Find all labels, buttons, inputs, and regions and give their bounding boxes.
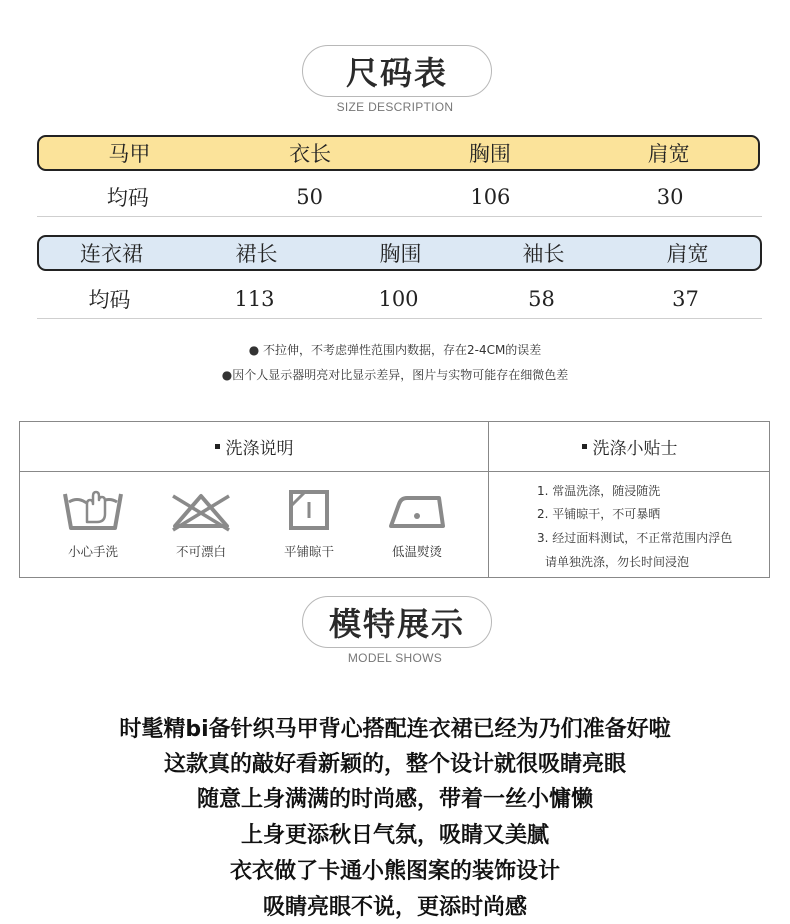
dress-cell: 均码 [88, 288, 131, 312]
model-section-title: 模特展示 [302, 596, 492, 648]
vest-header-cell: 肩宽 [647, 142, 690, 166]
wash-tips-title: 洗涤小贴士 [592, 439, 678, 459]
measure-note: ● 不拉伸，不考虑弹性范围内数据，存在2-4CM的误差 [248, 343, 542, 357]
slogan-line: 衣衣做了卡通小熊图案的装饰设计 [229, 859, 560, 884]
dress-cell: 58 [528, 287, 555, 311]
care-horizontal-divider [20, 471, 769, 472]
care-item-dry-flat [264, 488, 354, 560]
vest-cell: 30 [656, 185, 684, 209]
wash-instructions-heading [20, 422, 488, 471]
care-item-hand-wash [48, 488, 138, 560]
vest-header-cell: 胸围 [468, 142, 511, 166]
care-instructions-box [19, 421, 770, 578]
vest-cell: 50 [296, 185, 323, 209]
vest-table-divider [37, 216, 762, 217]
dress-header-cell: 肩宽 [666, 242, 709, 266]
dress-cell: 113 [234, 287, 275, 311]
model-section-subtitle: MODEL SHOWS [347, 651, 443, 665]
vest-cell: 106 [470, 185, 511, 209]
no-bleach-label: 不可漂白 [175, 544, 226, 559]
dress-table-divider [37, 318, 762, 319]
dress-cell: 37 [672, 287, 699, 311]
dry-flat-shade-icon [277, 488, 341, 534]
slogan-line: 这款真的敲好看新颖的，整个设计就很吸睛亮眼 [163, 752, 626, 777]
dress-table-header [37, 235, 762, 271]
vest-cell: 均码 [106, 186, 149, 210]
hand-wash-icon [61, 488, 125, 534]
slogan-line: 上身更添秋日气氛，吸睛又美腻 [240, 823, 549, 848]
dress-header-cell: 连衣裙 [80, 242, 143, 266]
wash-tip: 2. 平铺晾干，不可暴晒 [537, 507, 661, 521]
size-section-title: 尺码表 [302, 45, 492, 97]
dress-header-cell: 胸围 [379, 242, 422, 266]
color-note: ●因个人显示器明亮对比显示差异，图片与实物可能存在细微色差 [221, 368, 569, 382]
slogan-line: 时髦精bi备针织马甲背心搭配连衣裙已经为乃们准备好啦 [119, 717, 671, 742]
low-iron-label: 低温熨烫 [391, 544, 442, 559]
dress-header-cell: 袖长 [522, 242, 565, 266]
dress-table-row [37, 282, 762, 316]
vest-table-header [37, 135, 760, 171]
low-iron-icon [385, 488, 449, 534]
dry-flat-label: 平铺晾干 [283, 544, 334, 559]
bullet-square-icon [582, 444, 587, 449]
vest-table-row [37, 180, 760, 214]
wash-tip: 1. 常温洗涤，随浸随洗 [537, 484, 661, 498]
dress-header-cell: 裙长 [235, 242, 278, 266]
care-item-no-bleach [156, 488, 246, 560]
hand-wash-label: 小心手洗 [67, 544, 118, 559]
wash-tips-heading [489, 422, 770, 471]
bullet-square-icon [215, 444, 220, 449]
wash-tip: 3. 经过面料测试，不正常范围内浮色 [537, 531, 733, 545]
no-bleach-icon [169, 488, 233, 534]
slogan-line: 随意上身满满的时尚感，带着一丝小慵懒 [196, 787, 593, 812]
wash-tip: 请单独洗涤，勿长时间浸泡 [545, 555, 690, 569]
wash-instructions-title: 洗涤说明 [225, 439, 294, 459]
size-section-subtitle: SIZE DESCRIPTION [336, 100, 454, 114]
care-item-low-iron [372, 488, 462, 560]
vest-header-cell: 衣长 [289, 142, 332, 166]
vest-header-cell: 马甲 [108, 142, 151, 166]
slogan-line: 吸睛亮眼不说，更添时尚感 [262, 895, 527, 920]
dress-cell: 100 [378, 287, 419, 311]
